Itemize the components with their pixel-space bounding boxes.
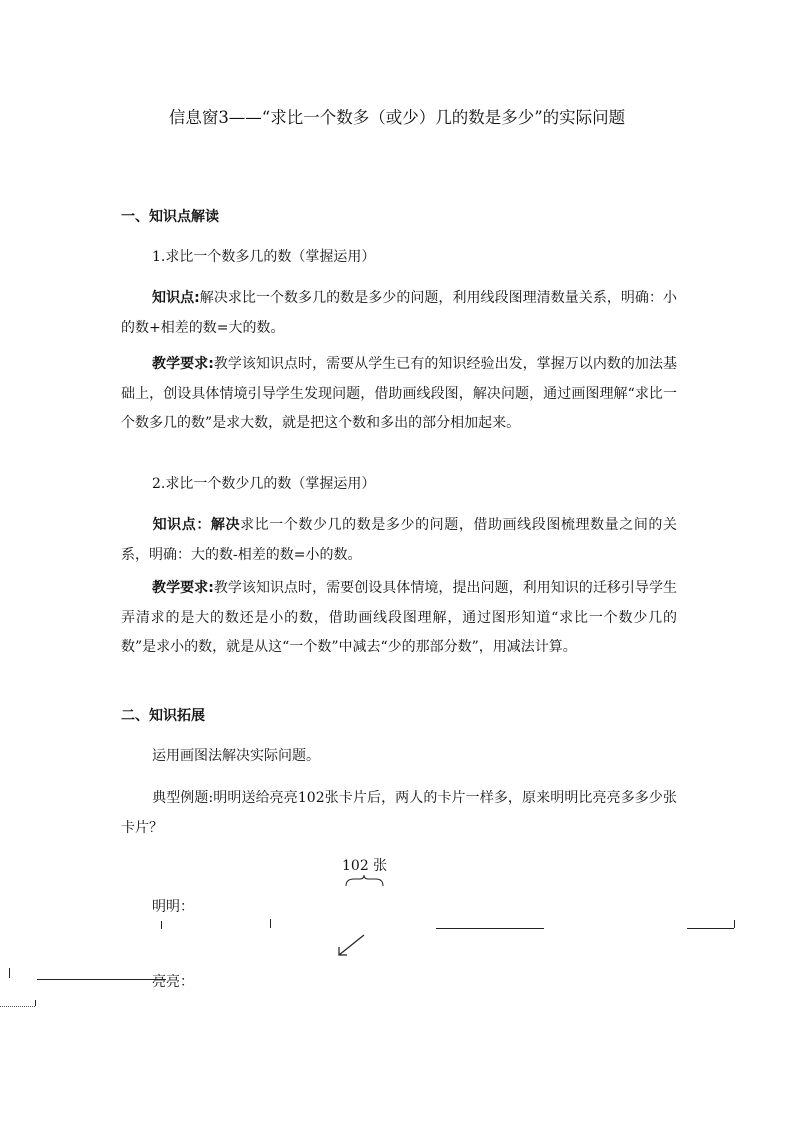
item2-heading: 2.求比一个数少几的数（掌握运用）	[152, 476, 376, 492]
row-label-liangliang: 亮亮：	[152, 974, 194, 990]
item1-knowledge-paragraph: 知识点:解决求比一个数多几的数是多少的问题，利用线段图理清数量关系，明确：小的数+相差的数=大的数。	[121, 290, 678, 336]
brace-label: 102 张	[342, 858, 388, 874]
item1-knowledge-text: 解决求比一个数多几的数是多少的问题，利用线段图理清数量关系，明确：小的数+相差的数=大的数。	[121, 290, 678, 336]
item2-knowledge-label: 知识点：解决	[152, 517, 241, 533]
item2-requirement-label: 教学要求	[152, 580, 209, 596]
example-text: 明明送给亮亮102张卡片后，两人的卡片一样多，原来明明比亮亮多多少张卡片？	[121, 790, 677, 836]
item2-knowledge-text: 求比一个数少几的数是多少的问题，借助画线段图梳理数量之间的关系，明确：大的数-相差的数=小的数。	[121, 517, 678, 563]
segment-tick	[35, 1000, 36, 1006]
example-label: 典型例题	[152, 790, 209, 806]
row-label-mingming: 明明：	[152, 899, 194, 915]
page-title: 信息窗3——“求比一个数多（或少）几的数是多少”的实际问题	[168, 108, 626, 127]
arrow-icon	[336, 934, 366, 958]
segment-tick	[734, 920, 735, 928]
example-paragraph: 典型例题:明明送给亮亮102张卡片后，两人的卡片一样多，原来明明比亮亮多多少张卡片？	[121, 790, 677, 836]
segment-tick	[9, 968, 10, 978]
mingming-segment	[436, 928, 544, 929]
item1-knowledge-label: 知识点	[152, 290, 195, 306]
item2-knowledge-paragraph	[121, 511, 677, 570]
mingming-segment	[687, 928, 734, 929]
section-heading-extension: 二、知识拓展	[121, 708, 205, 724]
item2-requirement-paragraph: 教学要求:教学该知识点时，需要创设具体情境，提出问题，利用知识的迁移引导学生弄清求的是大的数还是小的数，借助画线段图理解，通过图形知道“求比一个数少几的数”是求小的数，就是从这“一个数”中减去“少的那部分数”，用减法计算。	[121, 580, 678, 655]
item1-heading: 1.求比一个数多几的数（掌握运用）	[152, 249, 376, 265]
item1-requirement-paragraph: 教学要求:教学该知识点时，需要从学生已有的知识经验出发，掌握万以内数的加法基础上，创设具体情境引导学生发现问题，借助画线段图，解决问题，通过画图理解“求比一个数多几的数”是求大数，就是把这个数和多出的部分相加起来。	[121, 356, 678, 431]
liangliang-segment	[37, 979, 166, 980]
dotted-segment	[0, 1006, 35, 1007]
item1-requirement-label: 教学要求	[152, 356, 209, 372]
item1-requirement-text: 教学该知识点时，需要从学生已有的知识经验出发，掌握万以内数的加法基础上，创设具体情境引导学生发现问题，借助画线段图，解决问题，通过画图理解“求比一个数多几的数”是求大数，就是把这个数和多出的部分相加起来。	[121, 356, 678, 431]
segment-tick	[270, 919, 271, 928]
segment-tick	[161, 921, 162, 929]
section-heading-knowledge: 一、知识点解读	[121, 209, 219, 225]
brace-shape	[345, 874, 385, 888]
item2-requirement-text: 教学该知识点时，需要创设具体情境，提出问题，利用知识的迁移引导学生弄清求的是大的数还是小的数，借助画线段图理解，通过图形知道“求比一个数少几的数”是求小的数，就是从这“一个数”中减去“少的那部分数”，用减法计算。	[121, 580, 678, 655]
extension-intro: 运用画图法解决实际问题。	[152, 748, 320, 764]
